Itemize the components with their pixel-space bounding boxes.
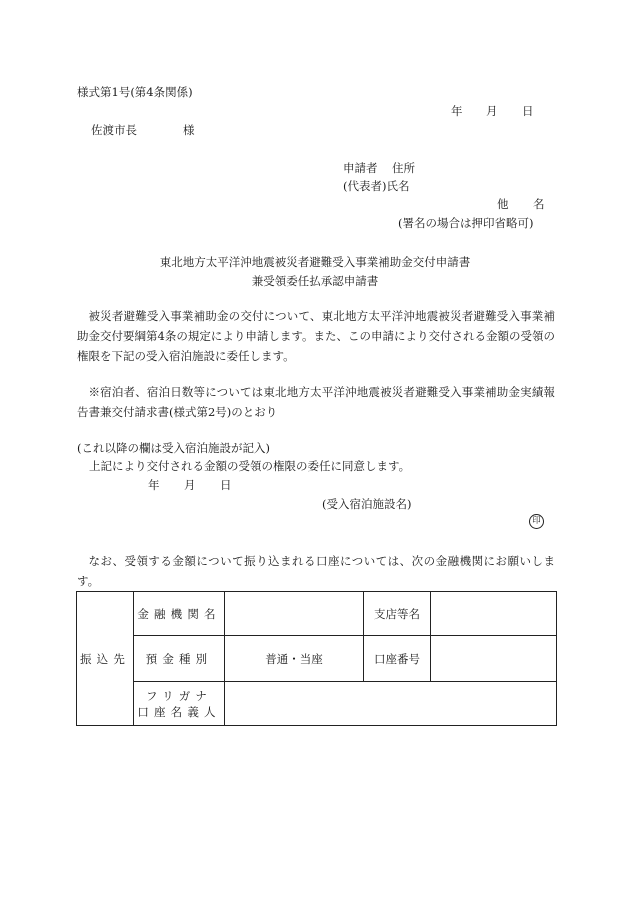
body-paragraph-1: 被災者避難受入事業補助金の交付について、東北地方太平洋沖地震被災者避難受入事業補助金交付要綱第4条の規定により申請します。また、この申請により交付される金額の受領の権限を下記の受入宿泊施設に委任します。	[77, 309, 555, 363]
facility-section-note: (これ以降の欄は受入宿泊施設が記入)	[77, 441, 270, 455]
seal-stamp-icon: 印	[529, 514, 544, 529]
account-holder-field[interactable]	[225, 682, 557, 726]
seal-note: (署名の場合は押印省略可)	[398, 216, 534, 230]
furigana-label: フリガナ	[145, 688, 213, 703]
branch-field[interactable]	[431, 592, 557, 636]
addressee: 佐渡市長	[91, 123, 137, 137]
body-paragraph-2: ※宿泊者、宿泊日数等については東北地方太平洋沖地震被災者避難受入事業補助金実績報告書兼交付請求書(様式第2号)のとおり	[77, 385, 555, 419]
others-label: 他	[497, 197, 509, 211]
others-count-suffix: 名	[533, 197, 545, 211]
account-holder-label	[134, 682, 225, 726]
addressee-honorific: 様	[183, 123, 195, 137]
document-subtitle: 兼受領委任払承認申請書	[251, 274, 379, 288]
deposit-type-label: 預金種別	[134, 636, 225, 682]
deposit-type-value[interactable]: 普通・当座	[225, 636, 364, 682]
account-number-field[interactable]	[431, 636, 557, 682]
bank-request-text: なお、受領する金額について振り込まれる口座については、次の金融機関にお願いします。	[77, 554, 555, 588]
date-day-label: 日	[522, 104, 534, 118]
holder-label: 口座名義人	[137, 704, 221, 719]
branch-label: 支店等名	[364, 592, 431, 636]
transfer-destination-label: 振込先	[77, 592, 134, 726]
institution-label: 金融機関名	[134, 592, 225, 636]
representative-name-label: (代表者)氏名	[343, 179, 410, 193]
form-number: 様式第1号(第4条関係)	[77, 85, 193, 99]
address-label: 住所	[392, 161, 415, 175]
bank-account-table	[76, 591, 557, 726]
account-number-label: 口座番号	[364, 636, 431, 682]
facility-date-month: 月	[184, 478, 196, 492]
document-title: 東北地方太平洋沖地震被災者避難受入事業補助金交付申請書	[159, 255, 471, 269]
facility-date-year: 年	[148, 478, 160, 492]
facility-name-label: (受入宿泊施設名)	[322, 497, 412, 511]
institution-field[interactable]	[225, 592, 364, 636]
date-month-label: 月	[486, 104, 498, 118]
consent-statement: 上記により交付される金額の受領の権限の委任に同意します。	[89, 459, 411, 473]
date-year-label: 年	[451, 104, 463, 118]
applicant-label: 申請者	[343, 161, 378, 175]
facility-date-day: 日	[220, 478, 232, 492]
